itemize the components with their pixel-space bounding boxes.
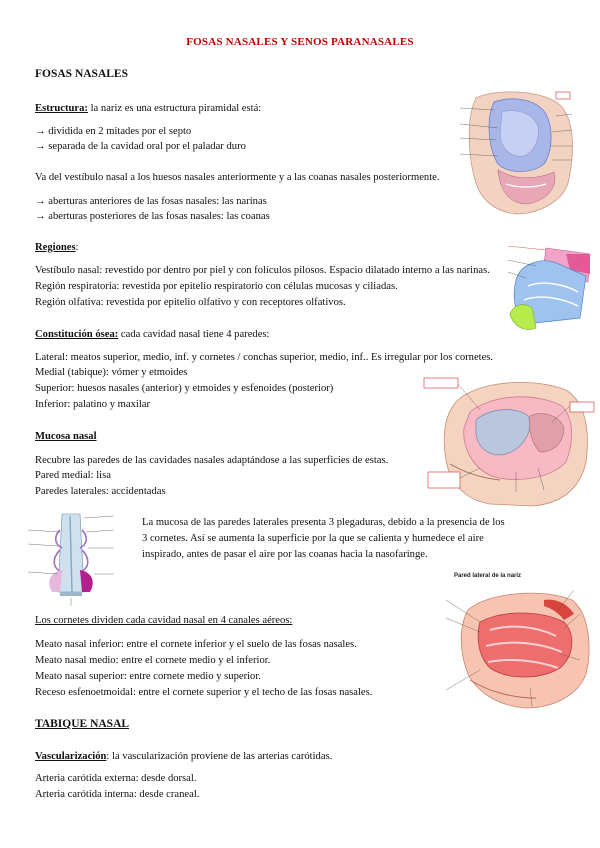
mucosa-paragraph-1: La mucosa de las paredes laterales presenta 3 plegaduras, debido a la presencia de los bbox=[142, 517, 505, 528]
mucosa-laterales: Paredes laterales: accidentadas bbox=[35, 486, 166, 497]
estructura-text: la nariz es una estructura piramidal está: bbox=[87, 103, 262, 114]
bullet-paladar: → separada de la cavidad oral por el paladar duro bbox=[35, 141, 246, 152]
osea-medial: Medial (tabique): vómer y etmoides bbox=[35, 367, 188, 378]
vestibulo-line: Va del vestíbulo nasal a los huesos nasales anteriormente y a las coanas nasales posteriormente. bbox=[35, 172, 440, 183]
osea-superior: Superior: huesos nasales (anterior) y etmoides y esfenoides (posterior) bbox=[35, 383, 334, 394]
skull-illustration bbox=[436, 88, 596, 216]
regiones-label: Regiones bbox=[35, 242, 76, 253]
canal-receso: Receso esfenoetmoidal: entre el cornete superior y el techo de las fosas nasales. bbox=[35, 687, 373, 698]
mucosa-recubre: Recubre las paredes de las cavidades nasales adaptándose a las superficies de estas. bbox=[35, 455, 389, 466]
section-heading-tabique: TABIQUE NASAL bbox=[35, 718, 130, 730]
page-title: FOSAS NASALES Y SENOS PARANASALES bbox=[186, 36, 414, 48]
vascularizacion-line bbox=[35, 750, 332, 763]
canales-heading: Los cornetes dividen cada cavidad nasal en 4 canales aéreos: bbox=[35, 615, 293, 626]
pared-lateral-illustration bbox=[440, 570, 596, 720]
lateral-wall-illustration bbox=[420, 372, 596, 510]
regiones-colon: : bbox=[75, 242, 79, 253]
canal-meato-medio: Meato nasal medio: entre el cornete medio y el inferior. bbox=[35, 655, 271, 666]
figure-pared-lateral-title: Pared lateral de la nariz bbox=[454, 573, 522, 579]
canal-meato-inferior: Meato nasal inferior: entre el cornete inferior y el suelo de las fosas nasales. bbox=[35, 639, 357, 650]
figure-nasal-regions bbox=[506, 240, 596, 336]
regiones-respiratoria: Región respiratoria: revestida por epitelio respiratorio con células mucosas y ciliadas. bbox=[35, 281, 398, 292]
osea-text: cada cavidad nasal tiene 4 paredes: bbox=[118, 329, 270, 340]
regions-illustration bbox=[506, 240, 596, 336]
coronal-illustration bbox=[10, 510, 132, 610]
mucosa-medial: Pared medial: lisa bbox=[35, 470, 111, 481]
figure-nasal-skull bbox=[436, 88, 596, 216]
mucosa-paragraph-2: 3 cornetes. Así se aumenta la superficie por la que se calienta y humedece el aire bbox=[142, 533, 484, 544]
estructura-label: Estructura: bbox=[35, 103, 88, 114]
regiones-olfativa: Región olfativa: revestida por epitelio olfativo y con receptores olfativos. bbox=[35, 297, 346, 308]
figure-lateral-wall bbox=[420, 372, 596, 510]
bullet-narinas: → aberturas anteriores de las fosas nasales: las narinas bbox=[35, 196, 267, 207]
vascularizacion-label: Vascularización bbox=[35, 751, 107, 762]
bullet-coanas: → aberturas posteriores de las fosas nasales: las coanas bbox=[35, 211, 270, 222]
bullet-septo: → dividida en 2 mitades por el septo bbox=[35, 126, 192, 137]
regiones-vestibulo: Vestíbulo nasal: revestido por dentro por piel y con folículos pilosos. Espacio dilatado interno a las narinas. bbox=[35, 265, 490, 276]
osea-inferior: Inferior: palatino y maxilar bbox=[35, 399, 151, 410]
estructura-line bbox=[35, 102, 261, 115]
regiones-heading bbox=[35, 241, 79, 254]
canal-meato-superior: Meato nasal superior: entre cornete medio y superior. bbox=[35, 671, 261, 682]
osea-label: Constitución ósea: bbox=[35, 329, 119, 340]
osea-lateral: Lateral: meatos superior, medio, inf. y cornetes / conchas superior, medio, inf.. Es irregular por los cornetes. bbox=[35, 352, 494, 363]
mucosa-heading: Mucosa nasal bbox=[35, 431, 97, 442]
section-heading-fosas-nasales: FOSAS NASALES bbox=[35, 68, 128, 80]
osea-heading bbox=[35, 328, 269, 341]
mucosa-paragraph-3: inspirado, antes de pasar el aire por las coanas hacia la nasofaringe. bbox=[142, 549, 428, 560]
figure-coronal-section bbox=[10, 510, 132, 610]
figure-pared-lateral bbox=[440, 570, 596, 720]
vascularizacion-text: : la vascularización proviene de las arterias carótidas. bbox=[106, 751, 333, 762]
arteria-interna: Arteria carótida interna: desde craneal. bbox=[35, 789, 200, 800]
arteria-externa: Arteria carótida externa: desde dorsal. bbox=[35, 773, 197, 784]
